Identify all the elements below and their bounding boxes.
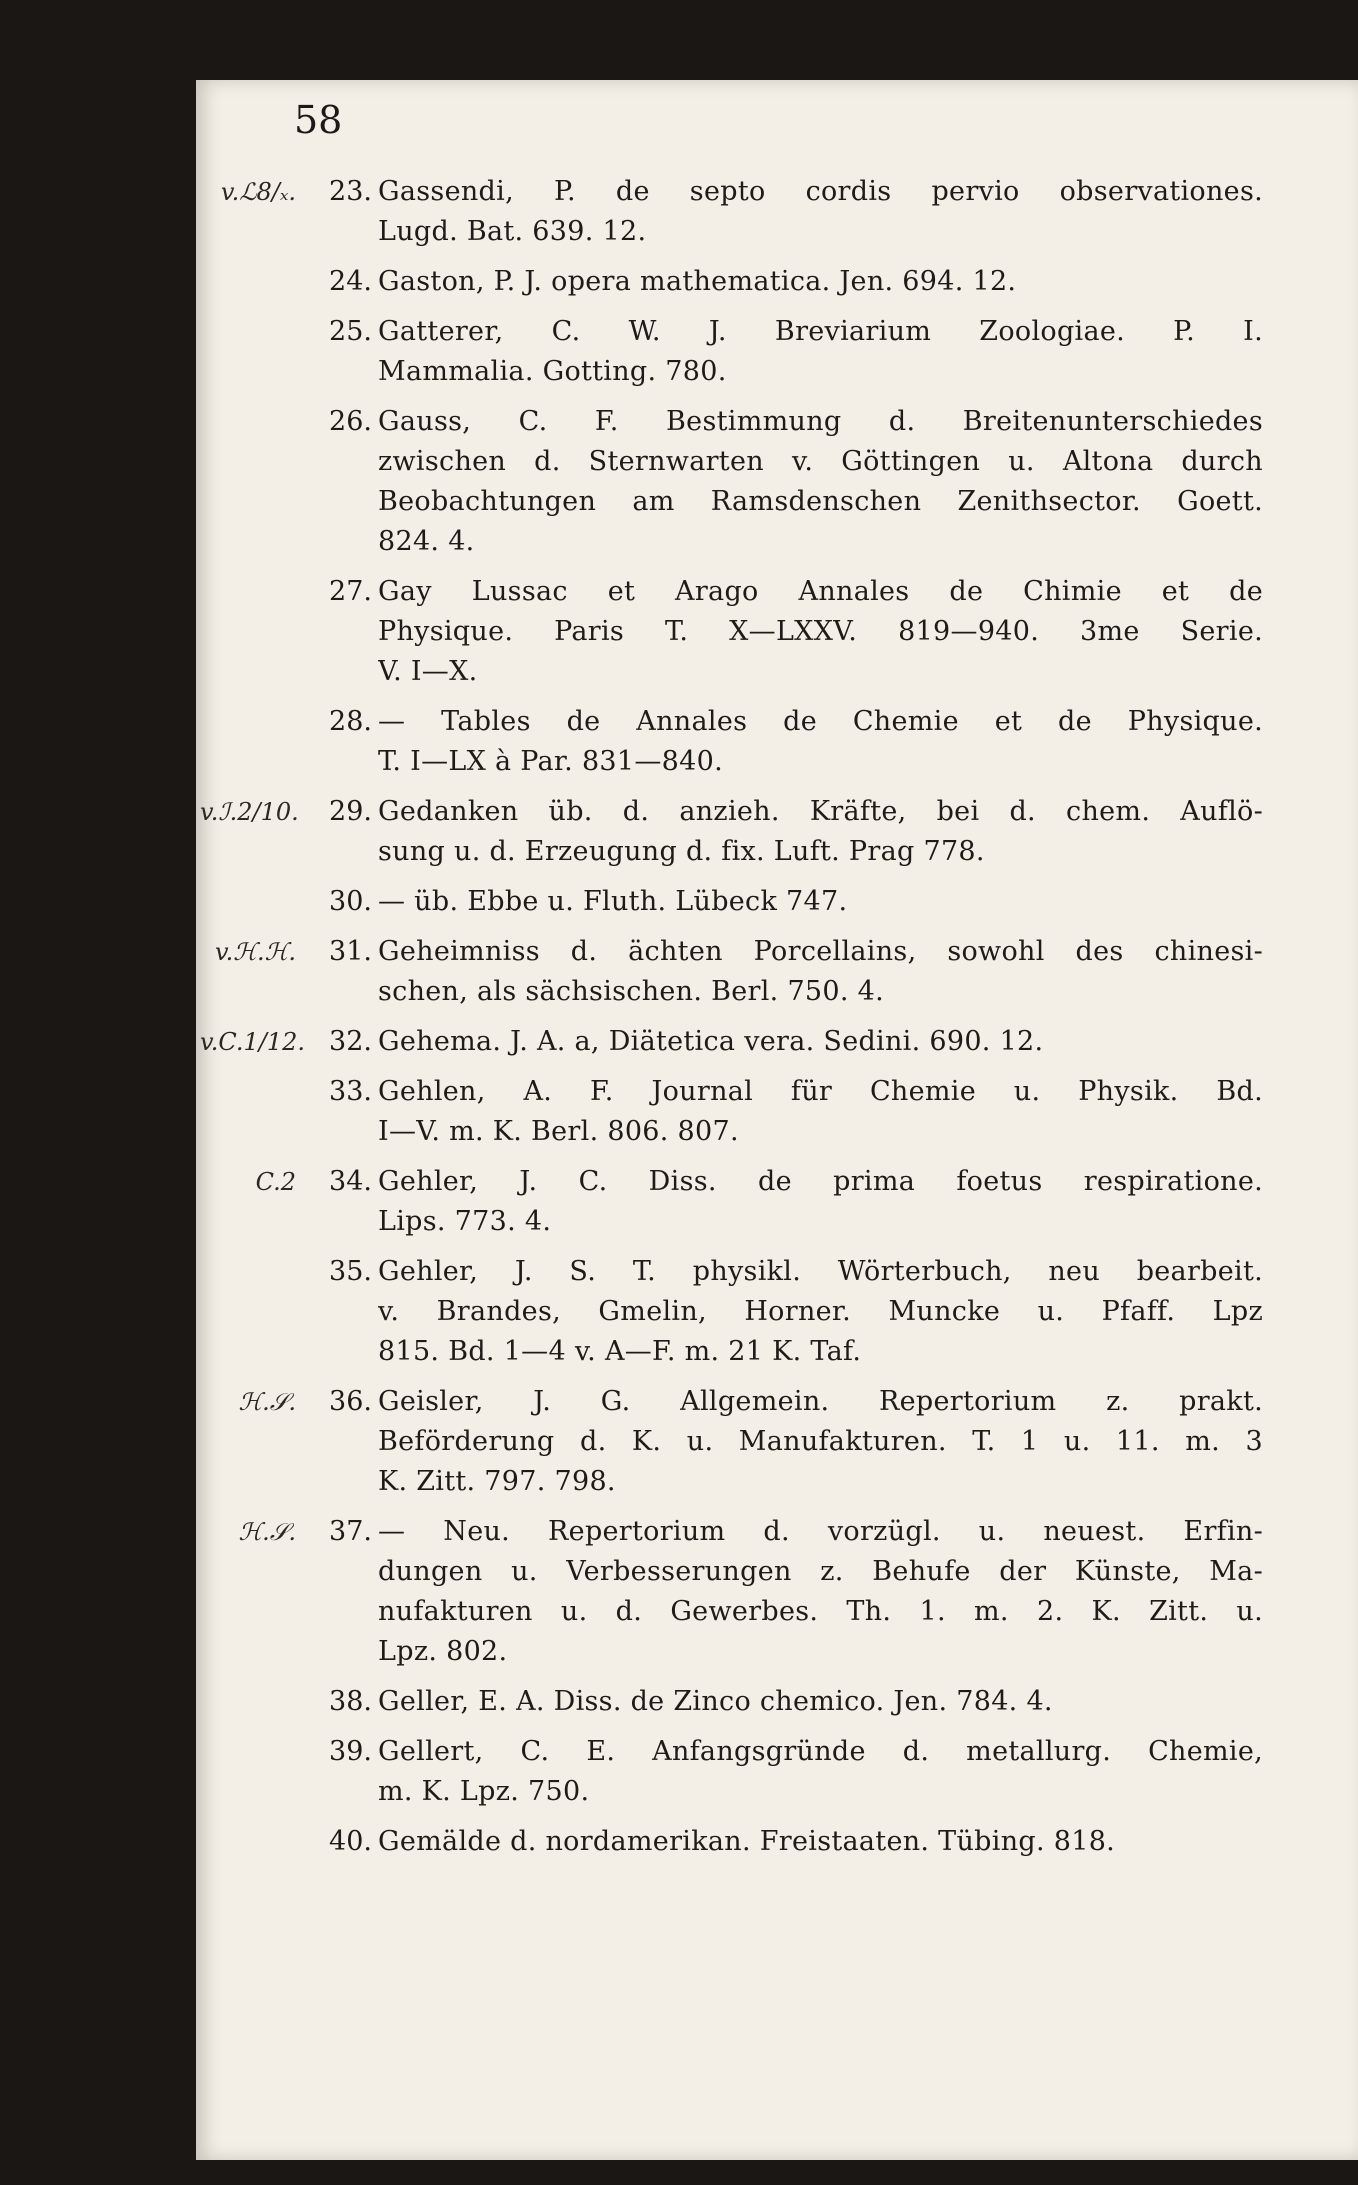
- entry-text-line: Geheimniss d. ächten Porcellains, sowohl des chinesi-: [378, 936, 1263, 967]
- entry-text-line: Geller, E. A. Diss. de Zinco chemico. Jen. 784. 4.: [378, 1686, 1053, 1717]
- entry-number: 30.: [329, 886, 372, 917]
- catalog-entry: [196, 572, 1358, 692]
- entry-text-line: dungen u. Verbesserungen z. Behufe der Künste, Ma-: [378, 1556, 1263, 1587]
- entry-number: 39.: [329, 1736, 372, 1767]
- entry-text-line: K. Zitt. 797. 798.: [378, 1466, 616, 1497]
- entry-number: 31.: [329, 936, 372, 967]
- entry-text-line: I—V. m. K. Berl. 806. 807.: [378, 1116, 739, 1147]
- entry-text-line: m. K. Lpz. 750.: [378, 1776, 590, 1807]
- handwritten-shelf-mark: C.2: [255, 1168, 296, 1196]
- entry-number: 34.: [329, 1166, 372, 1197]
- entry-text-line: Lips. 773. 4.: [378, 1206, 552, 1237]
- entry-text-line: Gehlen, A. F. Journal für Chemie u. Physik. Bd.: [378, 1076, 1263, 1107]
- entry-text-line: Gehler, J. C. Diss. de prima foetus respiratione.: [378, 1166, 1263, 1197]
- entry-number: 24.: [329, 266, 372, 297]
- entry-number: 28.: [329, 706, 372, 737]
- page-number: 58: [294, 98, 343, 142]
- entry-text-line: Gay Lussac et Arago Annales de Chimie et de: [378, 576, 1263, 607]
- entry-text-line: Beförderung d. K. u. Manufakturen. T. 1 u. 11. m. 3: [378, 1426, 1263, 1457]
- entry-text-line: Gehler, J. S. T. physikl. Wörterbuch, neu bearbeit.: [378, 1256, 1263, 1287]
- entry-number: 27.: [329, 576, 372, 607]
- entry-text-line: Gatterer, C. W. J. Breviarium Zoologiae. P. I.: [378, 316, 1263, 347]
- handwritten-shelf-mark: v.C.1/12.: [200, 1028, 305, 1056]
- entry-text-line: Mammalia. Gotting. 780.: [378, 356, 727, 387]
- entry-text-line: Lugd. Bat. 639. 12.: [378, 216, 647, 247]
- entry-text-line: Gellert, C. E. Anfangsgründe d. metallurg. Chemie,: [378, 1736, 1263, 1767]
- catalog-entry: [196, 262, 1358, 302]
- entry-text-line: sung u. d. Erzeugung d. fix. Luft. Prag 778.: [378, 836, 985, 867]
- entry-number: 23.: [329, 176, 372, 207]
- entry-text-line: Beobachtungen am Ramsdenschen Zenithsector. Goett.: [378, 486, 1263, 517]
- catalog-entry: [196, 882, 1358, 922]
- catalog-entry: [196, 172, 1358, 252]
- handwritten-shelf-mark: v.ℋ.ℋ.: [214, 938, 296, 966]
- entry-text-line: Gauss, C. F. Bestimmung d. Breitenunterschiedes: [378, 406, 1263, 437]
- catalog-entry: [196, 1022, 1358, 1062]
- catalog-entry: [196, 1162, 1358, 1242]
- handwritten-shelf-mark: ℋ.𝒮.: [238, 1388, 296, 1416]
- catalog-entry: [196, 1072, 1358, 1152]
- catalog-entry: [196, 1682, 1358, 1722]
- entry-text-line: Lpz. 802.: [378, 1636, 508, 1667]
- entry-list: [196, 172, 1358, 1872]
- catalog-entry: [196, 312, 1358, 392]
- handwritten-shelf-mark: ℋ.𝒮.: [238, 1518, 296, 1546]
- entry-text-line: V. I—X.: [378, 656, 478, 687]
- entry-text-line: Gassendi, P. de septo cordis pervio observationes.: [378, 176, 1263, 207]
- entry-number: 33.: [329, 1076, 372, 1107]
- entry-text-line: v. Brandes, Gmelin, Horner. Muncke u. Pfaff. Lpz: [378, 1296, 1263, 1327]
- entry-text-line: — Neu. Repertorium d. vorzügl. u. neuest. Erfin-: [378, 1516, 1263, 1547]
- catalog-entry: [196, 1732, 1358, 1812]
- entry-text-line: Physique. Paris T. X—LXXV. 819—940. 3me Serie.: [378, 616, 1263, 647]
- entry-text-line: schen, als sächsischen. Berl. 750. 4.: [378, 976, 885, 1007]
- catalog-entry: [196, 1822, 1358, 1862]
- entry-number: 35.: [329, 1256, 372, 1287]
- entry-number: 40.: [329, 1826, 372, 1857]
- catalog-entry: [196, 402, 1358, 562]
- catalog-entry: [196, 1512, 1358, 1672]
- entry-number: 25.: [329, 316, 372, 347]
- catalog-entry: [196, 932, 1358, 1012]
- catalog-page: [196, 80, 1358, 2160]
- entry-number: 26.: [329, 406, 372, 437]
- entry-text-line: T. I—LX à Par. 831—840.: [378, 746, 723, 777]
- entry-number: 37.: [329, 1516, 372, 1547]
- entry-text-line: Gehema. J. A. a, Diätetica vera. Sedini. 690. 12.: [378, 1026, 1044, 1057]
- entry-text-line: Gedanken üb. d. anzieh. Kräfte, bei d. chem. Auflö-: [378, 796, 1263, 827]
- entry-number: 36.: [329, 1386, 372, 1417]
- entry-text-line: Geisler, J. G. Allgemein. Repertorium z. prakt.: [378, 1386, 1263, 1417]
- entry-text-line: 815. Bd. 1—4 v. A—F. m. 21 K. Taf.: [378, 1336, 862, 1367]
- entry-number: 38.: [329, 1686, 372, 1717]
- entry-text-line: 824. 4.: [378, 526, 475, 557]
- entry-number: 32.: [329, 1026, 372, 1057]
- entry-text-line: Gemälde d. nordamerikan. Freistaaten. Tübing. 818.: [378, 1826, 1116, 1857]
- catalog-entry: [196, 1382, 1358, 1502]
- catalog-entry: [196, 792, 1358, 872]
- handwritten-shelf-mark: v.ℐ.2/10.: [200, 798, 299, 826]
- entry-text-line: zwischen d. Sternwarten v. Göttingen u. Altona durch: [378, 446, 1263, 477]
- entry-text-line: — üb. Ebbe u. Fluth. Lübeck 747.: [378, 886, 848, 917]
- entry-text-line: nufakturen u. d. Gewerbes. Th. 1. m. 2. K. Zitt. u.: [378, 1596, 1263, 1627]
- entry-number: 29.: [329, 796, 372, 827]
- handwritten-shelf-mark: v.ℒ8/ₓ.: [220, 178, 296, 206]
- entry-text-line: Gaston, P. J. opera mathematica. Jen. 694. 12.: [378, 266, 1017, 297]
- catalog-entry: [196, 1252, 1358, 1372]
- catalog-entry: [196, 702, 1358, 782]
- entry-text-line: — Tables de Annales de Chemie et de Physique.: [378, 706, 1263, 737]
